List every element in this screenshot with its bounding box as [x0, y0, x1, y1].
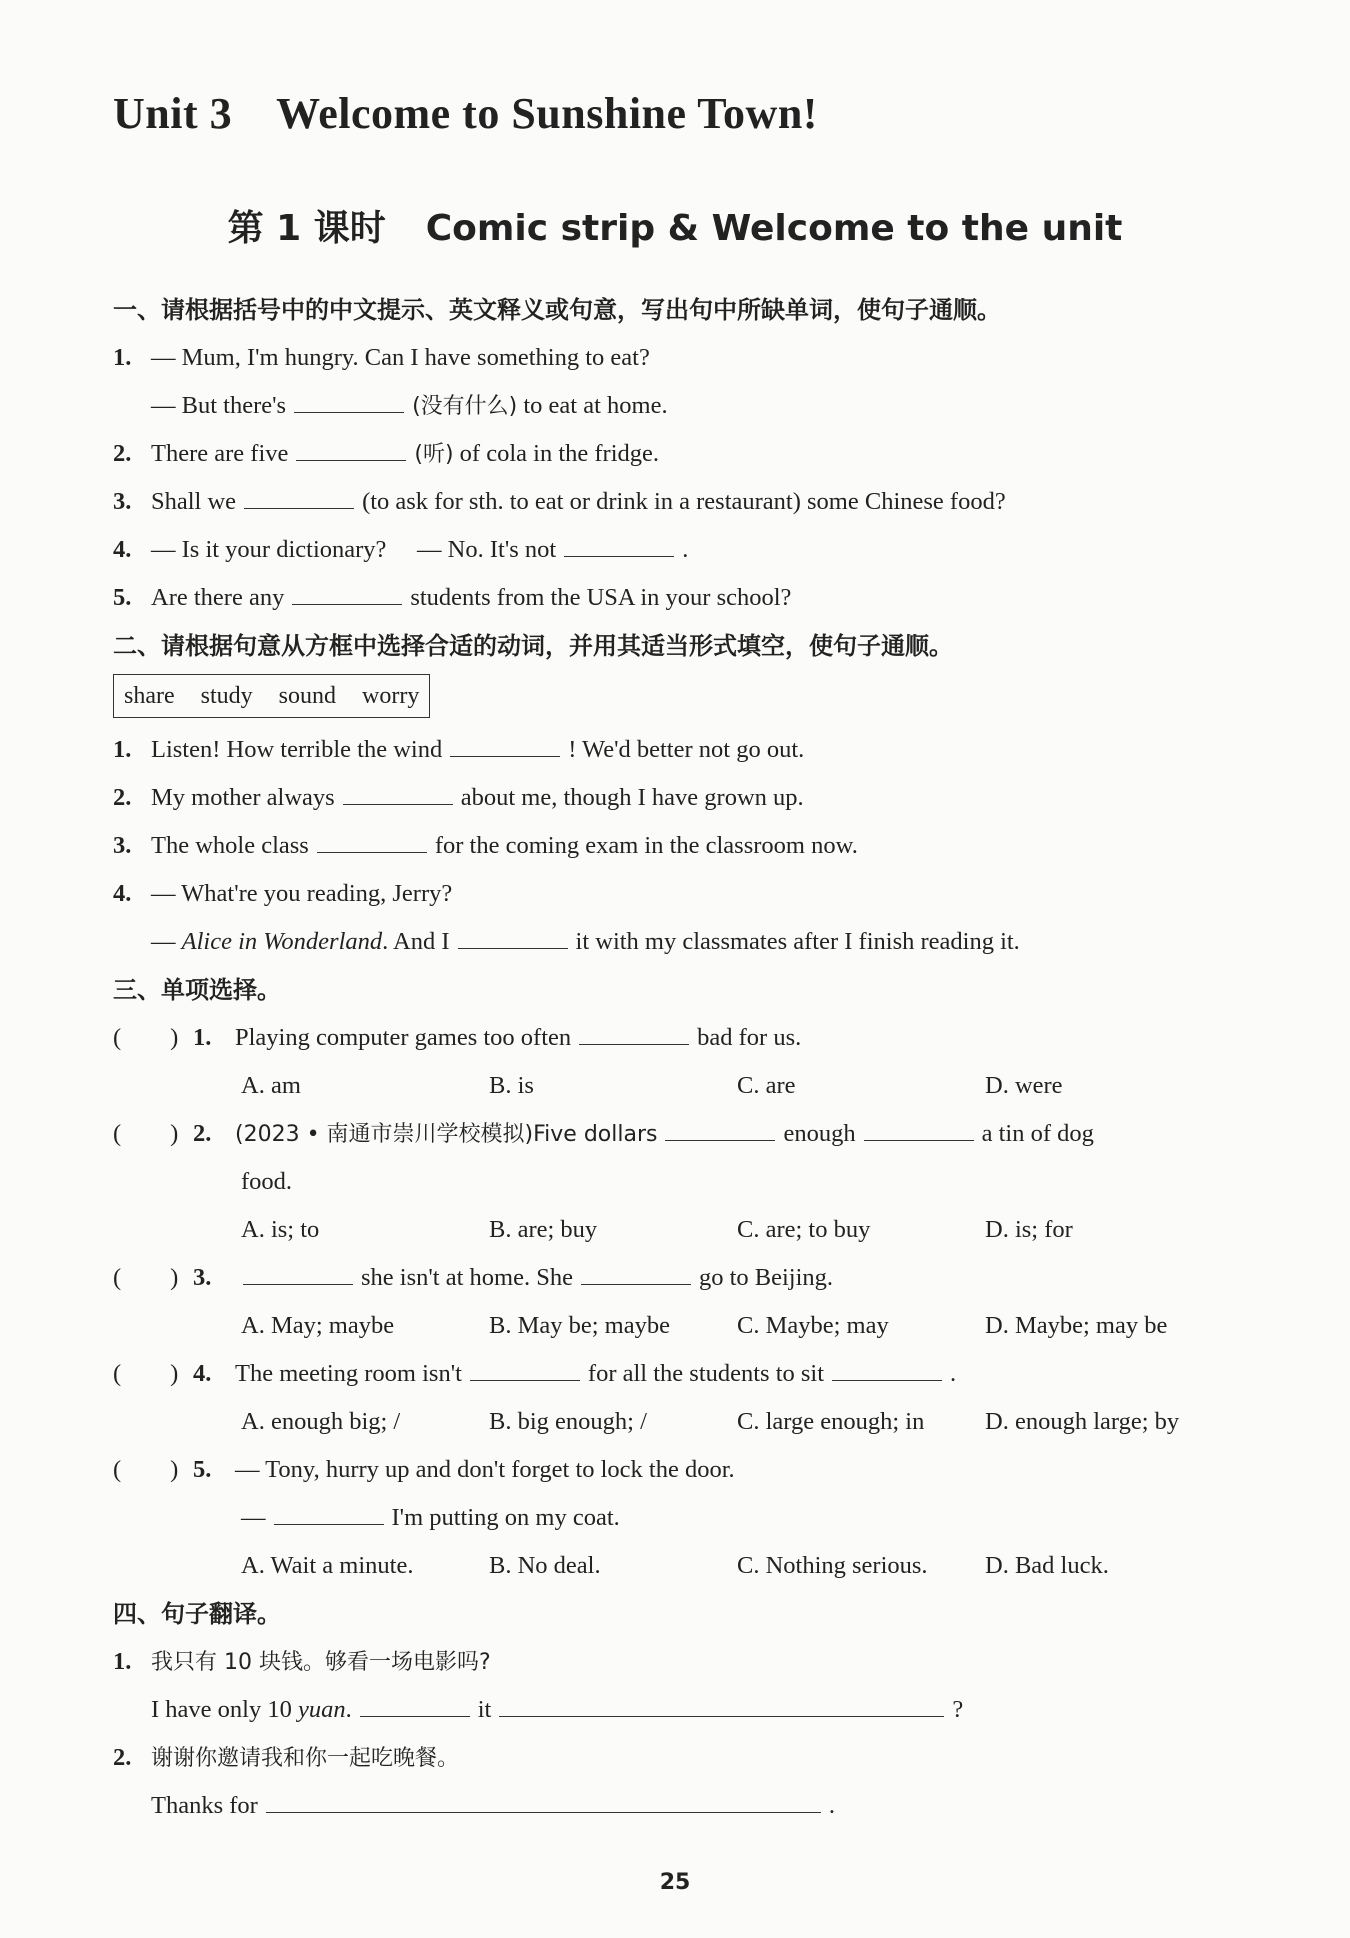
- option-c[interactable]: C. Nothing serious.: [737, 1552, 928, 1579]
- s4-q2-zh: 2. 谢谢你邀请我和你一起吃晚餐。: [113, 1744, 460, 1771]
- lesson-name: Comic strip & Welcome to the unit: [425, 208, 1123, 249]
- s1-q1-line-a: 1. — Mum, I'm hungry. Can I have something to eat?: [113, 344, 650, 371]
- option-c[interactable]: C. are: [737, 1072, 796, 1099]
- option-c[interactable]: C. large enough; in: [737, 1408, 925, 1435]
- unit-number: Unit 3: [113, 89, 233, 138]
- option-a[interactable]: A. am: [241, 1072, 301, 1099]
- answer-blank: [581, 1260, 691, 1285]
- word-item: share: [124, 683, 175, 709]
- page-number: 25: [659, 1870, 691, 1895]
- answer-blank[interactable]: [317, 828, 427, 853]
- mc-q4-options: [113, 1398, 1248, 1446]
- exercise-content: [113, 286, 1248, 1830]
- answer-blank: [470, 1356, 580, 1381]
- answer-blank: [665, 1116, 775, 1141]
- section4-heading: 四、句子翻译。: [113, 1600, 281, 1628]
- s2-q2: 2. My mother always about me, though I have grown up.: [113, 774, 1248, 822]
- mc-q1-options: [113, 1062, 1248, 1110]
- option-d[interactable]: D. enough large; by: [985, 1408, 1180, 1435]
- option-d[interactable]: D. Maybe; may be: [985, 1312, 1168, 1339]
- option-d[interactable]: D. Bad luck.: [985, 1552, 1109, 1579]
- answer-blank: [274, 1500, 384, 1525]
- s2-q4-line-b: — Alice in Wonderland. And I it with my classmates after I finish reading it.: [113, 918, 1248, 966]
- s2-q1: 1. Listen! How terrible the wind ! We'd better not go out.: [113, 726, 1248, 774]
- option-b[interactable]: B. No deal.: [489, 1552, 601, 1579]
- answer-blank: [832, 1356, 942, 1381]
- option-d[interactable]: D. is; for: [985, 1216, 1073, 1243]
- option-d[interactable]: D. were: [985, 1072, 1063, 1099]
- mc-q2-cont: food.: [241, 1168, 293, 1195]
- answer-blank[interactable]: [244, 484, 354, 509]
- mc-q1: ( ) 1. Playing computer games too often bad for us.: [113, 1014, 1248, 1062]
- lesson-number: 第 1 课时: [227, 208, 386, 249]
- mc-q5-line-b: — I'm putting on my coat.: [113, 1494, 1248, 1542]
- section3-heading: 三、单项选择。: [113, 976, 281, 1004]
- option-b[interactable]: B. May be; maybe: [489, 1312, 670, 1339]
- book-title: Alice in Wonderland: [181, 928, 383, 955]
- option-a[interactable]: A. enough big; /: [241, 1408, 401, 1435]
- answer-paren[interactable]: ( ): [113, 1360, 179, 1387]
- s1-q1-line-b: — But there's (没有什么) to eat at home.: [113, 382, 1248, 430]
- option-a[interactable]: A. Wait a minute.: [241, 1552, 414, 1579]
- answer-blank: [864, 1116, 974, 1141]
- answer-paren[interactable]: ( ): [113, 1456, 179, 1483]
- section2-heading: 二、请根据句意从方框中选择合适的动词，并用其适当形式填空，使句子通顺。: [113, 632, 953, 660]
- option-b[interactable]: B. are; buy: [489, 1216, 598, 1243]
- answer-blank[interactable]: [266, 1788, 821, 1813]
- word-item: sound: [278, 683, 336, 709]
- mc-q4: ( ) 4. The meeting room isn't for all the students to sit .: [113, 1350, 1248, 1398]
- answer-paren[interactable]: ( ): [113, 1264, 179, 1291]
- mc-q3: ( ) 3. she isn't at home. She go to Beijing.: [113, 1254, 1248, 1302]
- s4-q2-en: Thanks for .: [113, 1782, 1248, 1830]
- answer-blank[interactable]: [458, 924, 568, 949]
- lesson-title: [0, 200, 1350, 251]
- word-item: worry: [362, 683, 420, 709]
- answer-paren[interactable]: ( ): [113, 1024, 179, 1051]
- s1-q2: 2. There are five (听) of cola in the fridge.: [113, 430, 1248, 478]
- answer-blank[interactable]: [343, 780, 453, 805]
- answer-blank[interactable]: [360, 1692, 470, 1717]
- option-c[interactable]: C. are; to buy: [737, 1216, 871, 1243]
- answer-blank[interactable]: [564, 532, 674, 557]
- answer-blank[interactable]: [296, 436, 406, 461]
- s2-q3: 3. The whole class for the coming exam in the classroom now.: [113, 822, 1248, 870]
- s1-q3: 3. Shall we (to ask for sth. to eat or drink in a restaurant) some Chinese food?: [113, 478, 1248, 526]
- option-b[interactable]: B. is: [489, 1072, 534, 1099]
- answer-blank: [579, 1020, 689, 1045]
- mc-q3-options: [113, 1302, 1248, 1350]
- option-c[interactable]: C. Maybe; may: [737, 1312, 889, 1339]
- answer-paren[interactable]: ( ): [113, 1120, 179, 1147]
- option-b[interactable]: B. big enough; /: [489, 1408, 647, 1435]
- mc-q5: ( ) 5. — Tony, hurry up and don't forget to lock the door.: [113, 1446, 1248, 1494]
- unit-title: [113, 88, 818, 139]
- answer-blank[interactable]: [292, 580, 402, 605]
- answer-blank: [243, 1260, 353, 1285]
- s4-q1-zh: 1. 我只有 10 块钱。够看一场电影吗?: [113, 1648, 491, 1675]
- s1-q4: 4. — Is it your dictionary? — No. It's not .: [113, 526, 1248, 574]
- mc-q5-options: [113, 1542, 1248, 1590]
- answer-blank[interactable]: [294, 388, 404, 413]
- s1-q5: 5. Are there any students from the USA in your school?: [113, 574, 1248, 622]
- section1-heading: 一、请根据括号中的中文提示、英文释义或句意，写出句中所缺单词，使句子通顺。: [113, 296, 1001, 324]
- s2-q4-line-a: 4. — What're you reading, Jerry?: [113, 880, 453, 907]
- word-item: study: [200, 683, 253, 709]
- word-box: [113, 674, 430, 718]
- mc-q2-options: [113, 1206, 1248, 1254]
- answer-blank[interactable]: [499, 1692, 944, 1717]
- option-a[interactable]: A. May; maybe: [241, 1312, 395, 1339]
- s4-q1-en: I have only 10 yuan. it ?: [113, 1686, 1248, 1734]
- unit-name: Welcome to Sunshine Town!: [276, 89, 818, 138]
- answer-blank[interactable]: [450, 732, 560, 757]
- option-a[interactable]: A. is; to: [241, 1216, 320, 1243]
- mc-q2: ( ) 2. (2023 • 南通市崇川学校模拟)Five dollars enough a tin of dog: [113, 1110, 1248, 1158]
